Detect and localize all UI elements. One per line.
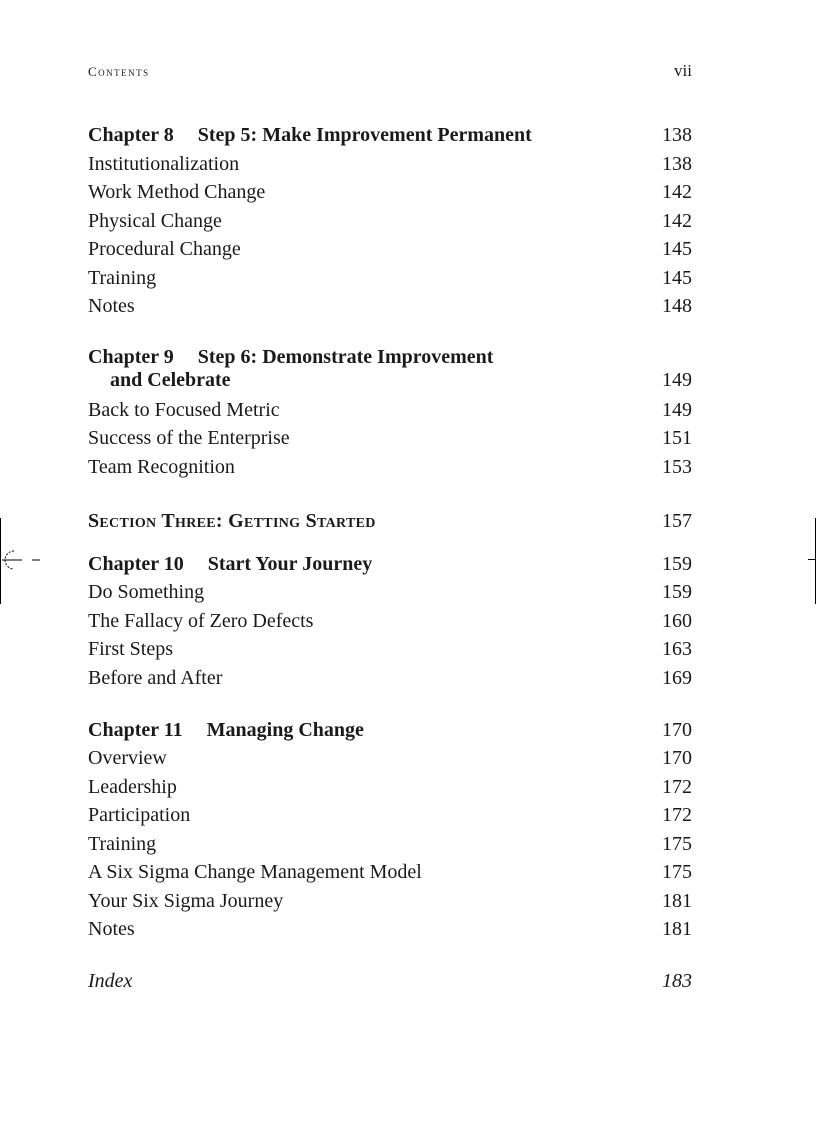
entry-title: Overview (88, 747, 167, 769)
page-number: 145 (662, 238, 692, 260)
chapter-title-line2: and Celebrate (110, 369, 231, 391)
toc-entry (88, 859, 692, 885)
chapter-8-heading (88, 122, 692, 148)
page-number: 149 (662, 369, 692, 391)
entry-title: The Fallacy of Zero Defects (88, 610, 314, 632)
page-number: 160 (662, 610, 692, 632)
entry-title: A Six Sigma Change Management Model (88, 861, 422, 883)
page-number: 153 (662, 456, 692, 478)
chapter-10-heading (88, 551, 692, 577)
toc-entry (88, 293, 692, 319)
chapter-label: Chapter 10 (88, 553, 184, 575)
toc-entry (88, 236, 692, 262)
chapter-title: Managing Change (206, 719, 364, 741)
toc-entry (88, 888, 692, 914)
chapter-label: Chapter 11 (88, 719, 183, 741)
page-number: 172 (662, 776, 692, 798)
page-number: 159 (662, 581, 692, 603)
page-number: 138 (662, 124, 692, 146)
chapter-label: Chapter 8 (88, 124, 174, 146)
toc-entry (88, 745, 692, 771)
entry-title: Success of the Enterprise (88, 427, 290, 449)
page-number: 149 (662, 399, 692, 421)
chapter-title: Start Your Journey (207, 553, 373, 575)
toc-entry (88, 397, 692, 423)
toc-entry (88, 831, 692, 857)
entry-title: Institutionalization (88, 153, 240, 175)
entry-title: Your Six Sigma Journey (88, 890, 284, 912)
entry-title: Physical Change (88, 210, 222, 232)
chapter-11-heading (88, 717, 692, 743)
chapter-label: Chapter 9 (88, 346, 174, 368)
page-folio: vii (674, 61, 692, 80)
entry-title: Back to Focused Metric (88, 399, 280, 421)
index-entry (88, 968, 692, 994)
entry-title: Index (88, 970, 133, 992)
toc-entry (88, 179, 692, 205)
entry-title: Do Something (88, 581, 205, 603)
running-head: Contents (88, 64, 150, 79)
toc-entry (88, 151, 692, 177)
page-number: 163 (662, 638, 692, 660)
section-heading (88, 508, 692, 534)
page-number: 183 (662, 970, 692, 992)
toc-entry (88, 802, 692, 828)
chapter-title: Step 5: Make Improvement Permanent (197, 124, 532, 146)
entry-title: Participation (88, 804, 191, 826)
section-title: Section Three: Getting Started (88, 510, 376, 532)
toc-entry (88, 265, 692, 291)
entry-title: Leadership (88, 776, 177, 798)
page-number: 169 (662, 667, 692, 689)
entry-title: Training (88, 833, 157, 855)
toc-entry (88, 665, 692, 691)
toc-entry (88, 425, 692, 451)
page-number: 170 (662, 747, 692, 769)
page-number: 142 (662, 210, 692, 232)
page-number: 148 (662, 295, 692, 317)
page-number: 181 (662, 918, 692, 940)
toc-entry (88, 636, 692, 662)
entry-title: Notes (88, 918, 135, 940)
entry-title: Procedural Change (88, 238, 241, 260)
page-number: 170 (662, 719, 692, 741)
page-number: 172 (662, 804, 692, 826)
page-number: 145 (662, 267, 692, 289)
page-number: 157 (662, 510, 692, 532)
page-number: 138 (662, 153, 692, 175)
entry-title: Before and After (88, 667, 223, 689)
crop-tick-right (808, 559, 816, 560)
entry-title: Training (88, 267, 157, 289)
page-number: 142 (662, 181, 692, 203)
entry-title: First Steps (88, 638, 174, 660)
entry-title: Notes (88, 295, 135, 317)
page-number: 175 (662, 861, 692, 883)
toc-entry (88, 608, 692, 634)
toc-entry (88, 454, 692, 480)
toc-entry (88, 208, 692, 234)
toc-entry (88, 579, 692, 605)
entry-title: Work Method Change (88, 181, 266, 203)
chapter-title-line1: Step 6: Demonstrate Improvement (197, 346, 494, 368)
chapter-9-heading (88, 346, 692, 392)
page-number: 181 (662, 890, 692, 912)
page-number: 151 (662, 427, 692, 449)
registration-mark-icon (0, 548, 44, 572)
entry-title: Team Recognition (88, 456, 235, 478)
page-number: 159 (662, 553, 692, 575)
toc-entry (88, 774, 692, 800)
page-number: 175 (662, 833, 692, 855)
toc-entry (88, 916, 692, 942)
